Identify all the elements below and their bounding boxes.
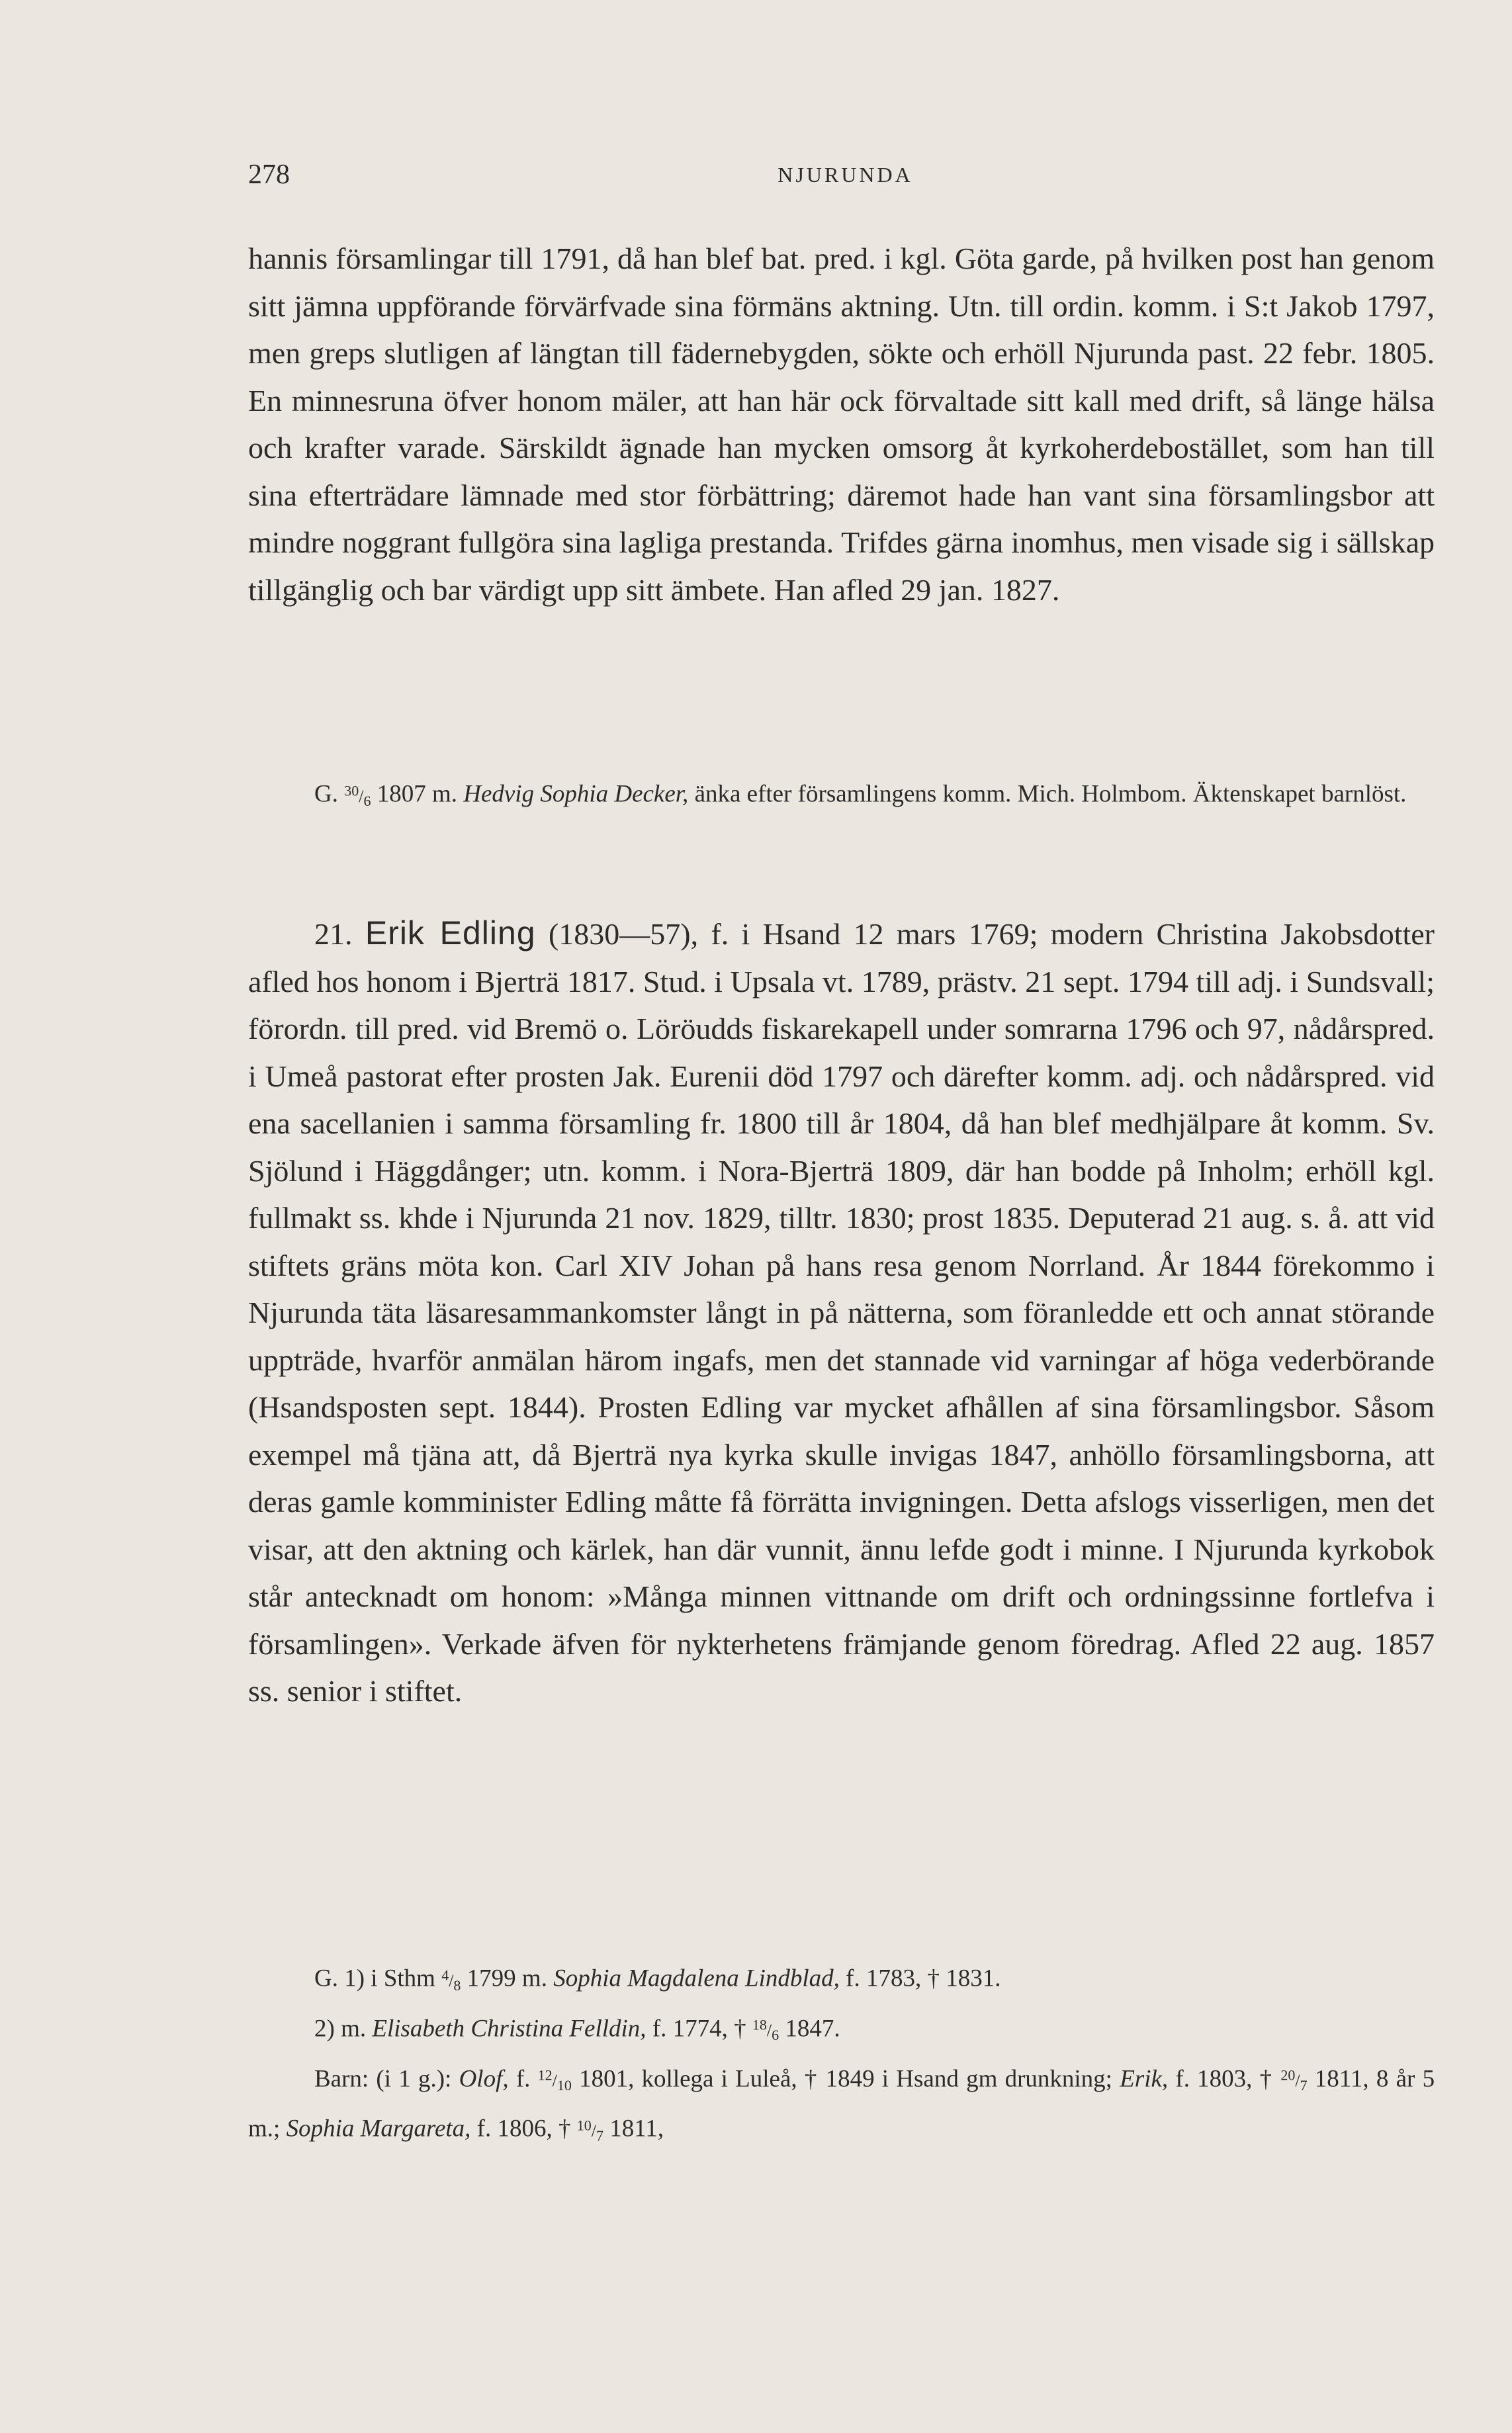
child-name: Erik, (1120, 2065, 1169, 2093)
footnote-marriage-2: 2) m. Elisabeth Christina Felldin, f. 1774, † $^{18}/_6$ 1847. (314, 2015, 840, 2044)
entry-20-text: hannis församlingar till 1791, då han blef bat. pred. i kgl. Göta garde, på hvilken post han genom sitt jämna uppförande förvärfvade sina förmäns aktning. Utn. till ordin. komm. i S:t Jakob 1797, men greps slutligen af längtan till fädernebygden, sökte och erhöll Njurunda past. 22 febr. 1805. En minnesruna öfver honom mäler, att han här ock förvaltade sitt kall med drift, så länge hälsa och krafter varade. Särskildt ägnade han mycken omsorg åt kyrkoherdebostället, som han till sina efterträdare lämnade med stor förbättring; däremot hade han vant sina församlingsbor att mindre noggrant fullgöra sina lagliga prestanda. Trifdes gärna inomhus, men visade sig i sällskap tillgänglig och bar värdigt upp sitt ämbete. Han afled 29 jan. 1827. (248, 242, 1435, 607)
date-fraction: $^{20}/_7$ (1280, 2066, 1308, 2094)
running-title: NJURUNDA (778, 163, 913, 187)
entry-21-text (248, 910, 1435, 1715)
footnote-marriage-1: G. 1) i Sthm $^4/_8$ 1799 m. Sophia Magdalena Lindblad, f. 1783, † 1831. (314, 1965, 1001, 1994)
footnotes (248, 1955, 1435, 2156)
marriage-note (248, 771, 1435, 821)
note-year: 1807 m. (377, 780, 457, 808)
spouse-name: Sophia Magdalena Lindblad, (553, 1965, 840, 1992)
entry-21 (248, 910, 1435, 1715)
entry-21-body: (1830—57), f. i Hsand 12 mars 1769; modern Christina Jakobsdotter afled hos honom i Bjerträ 1817. Stud. i Upsala vt. 1789, prästv. 21 sept. 1794 till adj. i Sundsvall; förordn. till pred. vid Bremö o. Löröudds fiskarekapell under somrarna 1796 och 97, nådårspred. i Umeå pastorat efter prosten Jak. Eurenii död 1797 och därefter komm. adj. och nådårspred. vid ena sacellanien i samma församling fr. 1800 till år 1804, då han blef medhjälpare åt komm. Sv. Sjölund i Häggdånger; utn. komm. i Nora-Bjerträ 1809, där han bodde på Inholm; erhöll kgl. fullmakt ss. khde i Njurunda 21 nov. 1829, tilltr. 1830; prost 1835. Deputerad 21 aug. s. å. att vid stiftets gräns möta kon. Carl XIV Johan på hans resa genom Norrland. År 1844 förekommo i Njurunda täta läsaresammankomster långt in på nätterna, som föranledde ett och annat störande uppträde, hvarför anmälan härom ingafs, men det stannade vid varningar af höga vederbörande (Hsandsposten sept. 1844). Prosten Edling var mycket afhållen af sina församlingsbor. Såsom exempel må tjäna att, då Bjerträ nya kyrka skulle invigas 1847, anhöllo församlingsborna, att deras gamle komminister Edling måtte få förrätta invigningen. Detta afslogs visserligen, men det visar, att den aktning och kärlek, han där vunnit, ännu lefde godt i minne. I Njurunda kyrkobok står antecknadt om honom: »Många minnen vittnande om drift och ordningssinne fortlefva i församlingen». Verkade äfven för nykterhetens främjande genom föredrag. Afled 22 aug. 1857 ss. senior i stiftet. (248, 917, 1435, 1708)
page-header (248, 159, 1443, 199)
date-fraction: $^{18}/_6$ (752, 2016, 779, 2044)
page-number: 278 (248, 159, 290, 190)
date-fraction: $^{30}/_6$ (344, 782, 371, 809)
date-fraction: $^4/_8$ (441, 1967, 461, 1994)
entry-number: 21. (314, 917, 353, 951)
child-name: Sophia Margareta, (286, 2115, 471, 2143)
entry-name: Erik Edling (365, 914, 536, 951)
spouse-name: Hedvig Sophia Decker, (463, 780, 689, 808)
entry-20-note (248, 771, 1435, 821)
date-fraction: $^{12}/_{10}$ (537, 2066, 572, 2094)
date-fraction: $^{10}/_7$ (576, 2117, 603, 2145)
footnote-children: Barn: (i 1 g.): Olof, f. $^{12}/_{10}$ 1801, kollega i Luleå, † 1849 i Hsand gm drunkning; Erik, f. 1803, † $^{20}/_7$ 1811, 8 år 5 m.; Sophia Margareta, f. 1806, † $^{10}/_7$ 1811, (248, 2065, 1435, 2145)
child-name: Olof, (459, 2065, 509, 2093)
entry-20-continuation (248, 235, 1435, 613)
spouse-name: Elisabeth Christina Felldin, (372, 2015, 646, 2043)
note-rest: änka efter församlingens komm. Mich. Holmbom. Äktenskapet barnlöst. (694, 780, 1407, 808)
note-prefix: G. (314, 780, 338, 808)
